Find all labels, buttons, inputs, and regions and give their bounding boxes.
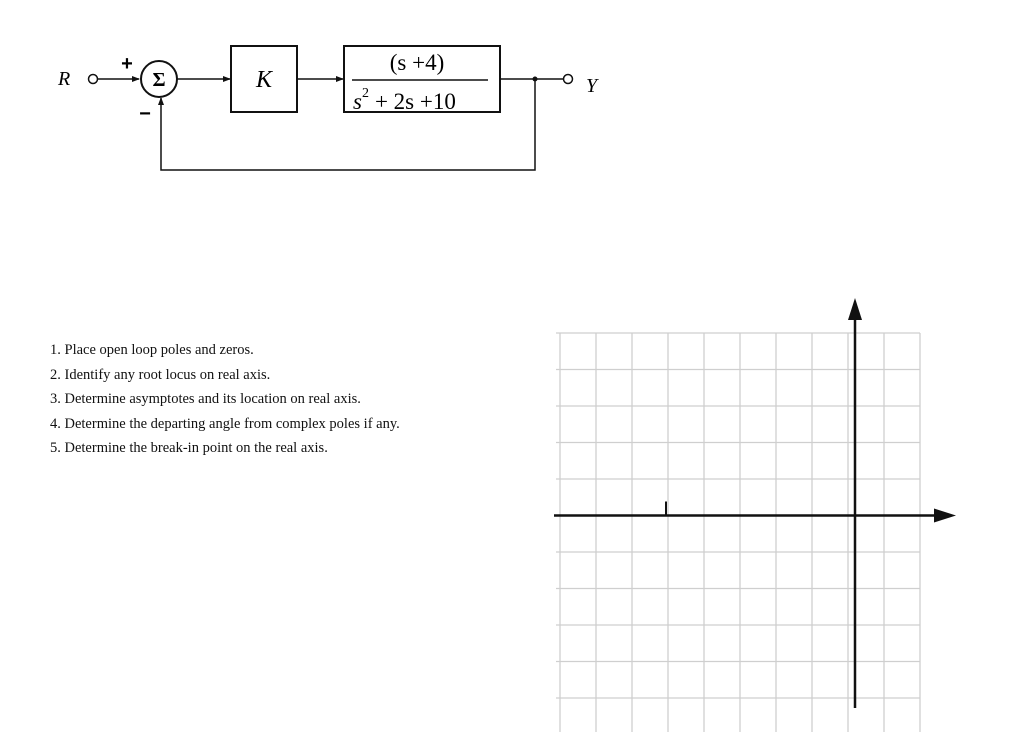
instruction-text: Identify any root locus on real axis. — [64, 366, 271, 383]
denominator-rest: + 2s +10 — [374, 89, 456, 114]
instruction-text: Determine the departing angle from complex poles if any. — [64, 415, 400, 432]
input-terminal — [89, 75, 98, 84]
instruction-text: Determine asymptotes and its location on real axis. — [64, 391, 361, 407]
instruction-number: 1. — [50, 342, 61, 358]
denominator-exponent: 2 — [361, 86, 369, 101]
minus-sign: − — [139, 103, 151, 125]
instruction-item-5 — [50, 436, 400, 461]
gain-label: K — [255, 67, 273, 93]
instruction-number: 5. — [50, 440, 61, 456]
instruction-text: Place open loop poles and zeros. — [64, 342, 254, 358]
input-label-r: R — [58, 68, 71, 90]
instruction-number: 2. — [50, 366, 61, 383]
instruction-text: Determine the break-in point on the real axis. — [64, 440, 328, 456]
plant-numerator: (s +4) — [389, 50, 445, 75]
denominator-s: s — [353, 89, 362, 114]
instruction-item-3 — [50, 387, 400, 412]
instruction-list — [50, 338, 400, 461]
instruction-number: 3. — [50, 391, 61, 407]
instruction-item-1 — [50, 338, 400, 363]
plus-sign: + — [121, 53, 133, 75]
output-terminal — [564, 75, 573, 84]
summing-symbol: Σ — [152, 69, 166, 91]
instruction-item-4 — [50, 412, 400, 437]
instruction-item-2 — [50, 363, 400, 388]
output-label-y: Y — [586, 75, 598, 97]
instruction-number: 4. — [50, 415, 61, 432]
